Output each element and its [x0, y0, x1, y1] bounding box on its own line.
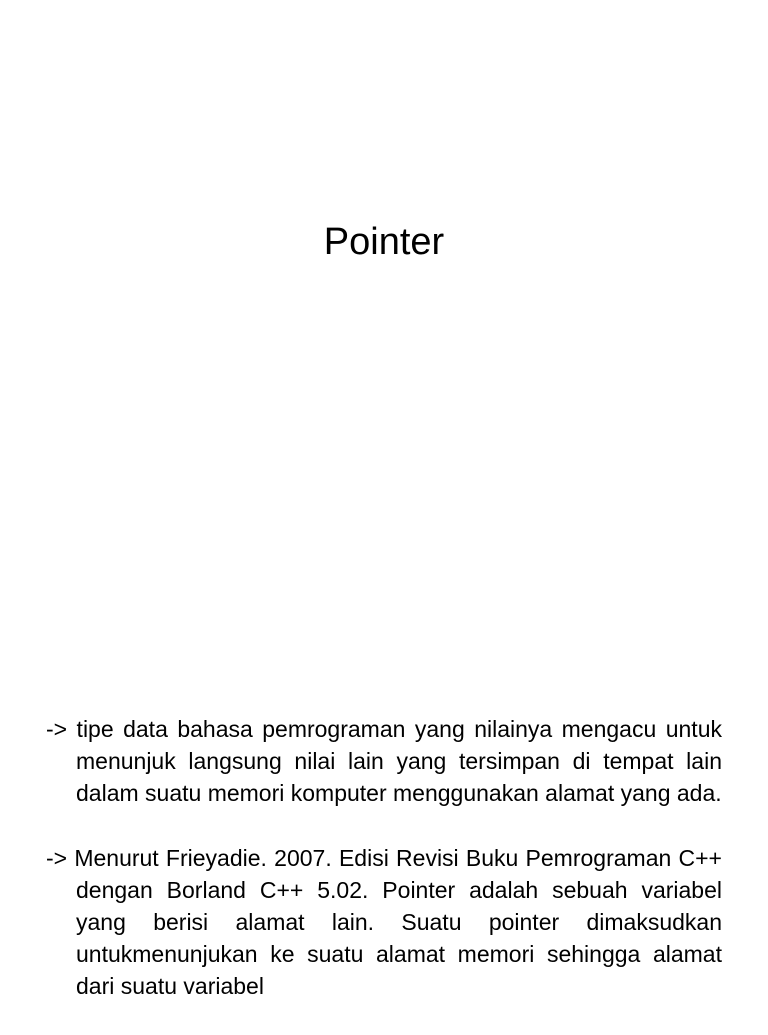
paragraph-citation: -> Menurut Frieyadie. 2007. Edisi Revisi Buku Pemrograman C++ dengan Borland C++ 5.02. Pointer adalah sebuah variabel yang berisi alamat lain. Suatu pointer dimaksudkan untukmenunjukan ke suatu alamat memori sehingga alamat dari suatu variabel [46, 845, 722, 999]
slide-title: Pointer [323, 221, 445, 263]
paragraph-definition: -> tipe data bahasa pemrograman yang nilainya mengacu untuk menunjuk langsung nilai lain yang tersimpan di tempat lain dalam suatu memori komputer menggunakan alamat yang ada. [46, 716, 722, 806]
slide-body [46, 713, 722, 1035]
